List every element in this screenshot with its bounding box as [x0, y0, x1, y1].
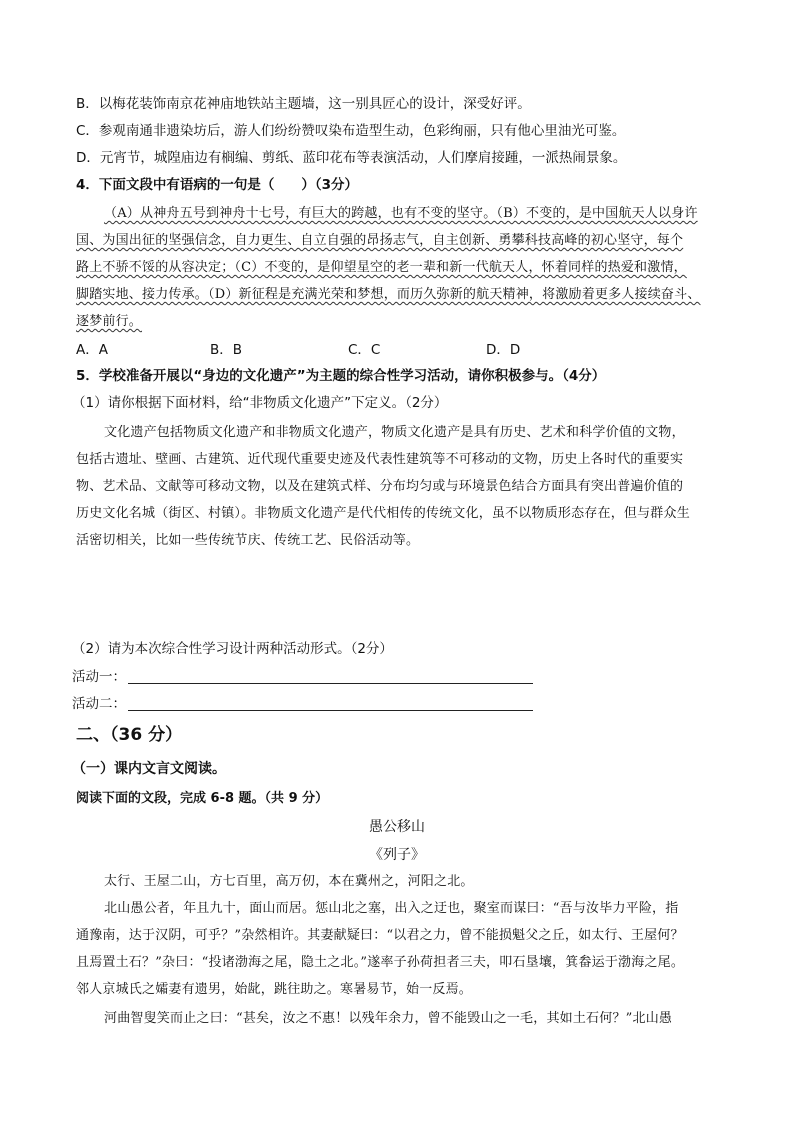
- passage-line: 邻人京城氏之孀妻有遗男，始龀，跳往助之。寒暑易节，始一反焉。: [76, 982, 473, 997]
- passage-source: 《列子》: [369, 847, 425, 863]
- activity1-answer-line[interactable]: [128, 683, 533, 684]
- q4-passage-line: 逐梦前行。: [76, 314, 143, 329]
- reading-instruction: 阅读下面的文段，完成 6-8 题。（共 9 分）: [76, 791, 329, 806]
- option-b: B．以梅花装饰南京花神庙地铁站主题墙，这一别具匠心的设计，深受好评。: [76, 96, 531, 112]
- q4-choice-b: B．B: [210, 342, 243, 358]
- section2-heading: 二、（36 分）: [76, 725, 183, 745]
- passage-line: 通豫南，达于汉阴，可乎？”杂然相许。其妻献疑曰：“以君之力，曾不能损魁父之丘，如太行、王屋何？: [76, 928, 684, 943]
- q4-choice-a: A．A: [76, 342, 108, 358]
- material-line: 物、艺术品、文献等可移动文物，以及在建筑式样、分布均匀或与环境景色结合方面具有突出普遍价值的: [76, 479, 684, 494]
- activity2-answer-line[interactable]: [128, 710, 533, 711]
- passage-line: 河曲智叟笑而止之曰：“甚矣，汝之不惠！以残年余力，曾不能毁山之一毛，其如土石何？”北山愚: [104, 1011, 673, 1026]
- q4-passage-line: 路上不骄不馁的从容决定；（C）不变的，是仰望星空的老一辈和新一代航天人，怀着同样的热爱和激情，: [76, 260, 687, 275]
- material-line: 文化遗产包括物质文化遗产和非物质文化遗产，物质文化遗产是具有历史、艺术和科学价值的文物，: [104, 425, 685, 440]
- passage-line: 北山愚公者，年且九十，面山而居。惩山北之塞，出入之迂也，聚室而谋曰：“吾与汝毕力平险，指: [104, 901, 679, 916]
- q5-sub1: （1）请你根据下面材料，给“非物质文化遗产”下定义。（2分）: [72, 395, 448, 411]
- activity2-label: 活动二：: [72, 696, 126, 712]
- q4-passage-line: （A）从神舟五号到神舟十七号，有巨大的跨越，也有不变的坚守。（B）不变的，是中国航天人以身许: [104, 206, 698, 221]
- passage-line: 且焉置土石？”杂曰：“投诸渤海之尾，隐土之北。”遂率子孙荷担者三夫，叩石垦壤，箕畚运于渤海之尾。: [76, 955, 685, 970]
- option-d: D．元宵节，城隍庙边有榈编、剪纸、蓝印花布等表演活动，人们摩肩接踵，一派热闹景象。: [76, 150, 627, 166]
- passage-title: 愚公移山: [369, 819, 425, 835]
- material-line: 历史文化名城（街区、村镇）。非物质文化遗产是代代相传的传统文化，虽不以物质形态存在，但与群众生: [76, 506, 690, 521]
- option-c: C．参观南通非遗染坊后，游人们纷纷赞叹染布造型生动，色彩绚丽，只有他心里油光可鉴。: [76, 123, 626, 139]
- passage-line: 太行、王屋二山，方七百里，高万仞，本在冀州之，河阳之北。: [104, 874, 474, 889]
- q5-sub2: （2）请为本次综合性学习设计两种活动形式。（2分）: [72, 641, 393, 657]
- material-line: 包括古遗址、壁画、古建筑、近代现代重要史迹及代表性建筑等不可移动的文物，历史上各时代的重要实: [76, 452, 684, 467]
- material-line: 活密切相关，比如一些传统节庆、传统工艺、民俗活动等。: [76, 533, 420, 548]
- q4-choice-c: C．C: [348, 342, 381, 358]
- q4-passage-line: 脚踏实地、接力传承。（D）新征程是充满光荣和梦想，而历久弥新的航天精神，将激励着更多人接续奋斗、: [76, 287, 701, 302]
- q4-stem: 4．下面文段中有语病的一句是（ ）（3分）: [76, 177, 359, 193]
- q5-stem: 5．学校准备开展以“身边的文化遗产”为主题的综合性学习活动，请你积极参与。（4分）: [76, 368, 606, 384]
- q4-choice-d: D．D: [486, 342, 521, 358]
- activity1-label: 活动一：: [72, 669, 126, 685]
- section2-part1: （一）课内文言文阅读。: [72, 761, 226, 777]
- q4-passage-line: 国、为国出征的坚强信念，自力更生、自立自强的昂扬志气，自主创新、勇攀科技高峰的初心坚守，每个: [76, 233, 684, 248]
